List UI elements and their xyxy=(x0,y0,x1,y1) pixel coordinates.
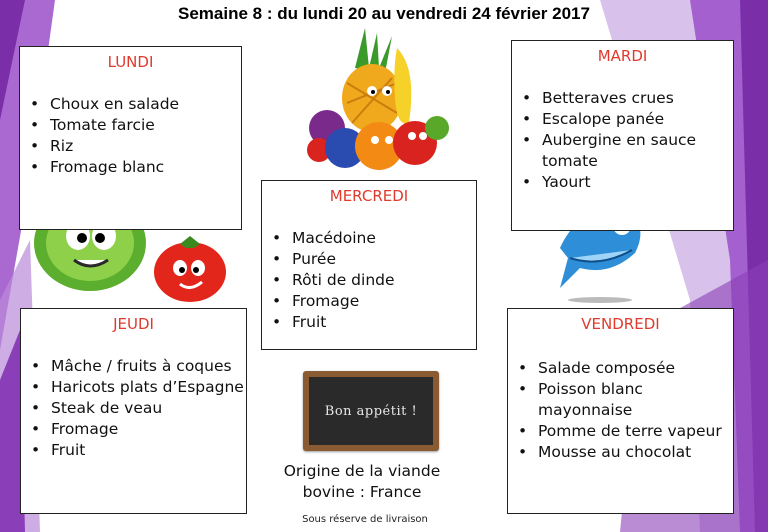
fruits-basket-icon xyxy=(297,28,457,178)
page-title: Semaine 8 : du lundi 20 au vendredi 24 février 2017 xyxy=(178,4,590,23)
list-item: • Mâche / fruits à coques xyxy=(21,356,246,377)
tomato-icon xyxy=(150,232,230,304)
list-item: • Steak de veau xyxy=(21,398,246,419)
list-item: • Yaourt xyxy=(512,172,733,193)
list-item: • Haricots plats d’Espagne xyxy=(21,377,246,398)
list-item: • Fromage xyxy=(262,291,476,312)
list-item: • Purée xyxy=(262,249,476,270)
list-item: • Rôti de dinde xyxy=(262,270,476,291)
day-card-mercredi xyxy=(261,180,477,350)
list-item: • Pomme de terre vapeur xyxy=(508,421,733,442)
day-label: VENDREDI xyxy=(581,315,660,333)
list-item: • Escalope panée xyxy=(512,109,733,130)
list-item: • Fruit xyxy=(21,440,246,461)
list-item: • Aubergine en sauce tomate xyxy=(512,130,733,172)
day-label: MERCREDI xyxy=(329,187,409,205)
chalkboard-text: Bon appétit ! xyxy=(324,403,418,419)
day-card-mardi xyxy=(511,40,734,231)
list-item: • Macédoine xyxy=(262,228,476,249)
menu-list xyxy=(262,228,476,333)
menu-list xyxy=(508,358,733,463)
list-item: • Fromage blanc xyxy=(20,157,241,178)
chalkboard xyxy=(303,371,439,451)
list-item: • Mousse au chocolat xyxy=(508,442,733,463)
menu-list xyxy=(512,88,733,193)
list-item: • Salade composée xyxy=(508,358,733,379)
menu-list xyxy=(21,356,246,461)
list-item: • Poisson blanc mayonnaise xyxy=(508,379,733,421)
day-card-lundi xyxy=(19,46,242,230)
list-item: • Fromage xyxy=(21,419,246,440)
list-item: • Betteraves crues xyxy=(512,88,733,109)
list-item: • Riz xyxy=(20,136,241,157)
list-item: • Tomate farcie xyxy=(20,115,241,136)
list-item: • Choux en salade xyxy=(20,94,241,115)
menu-list xyxy=(20,94,241,178)
day-card-jeudi xyxy=(20,308,247,514)
meat-origin-note: Origine de la viande bovine : France xyxy=(283,462,441,501)
day-label: JEUDI xyxy=(113,315,154,333)
day-label: LUNDI xyxy=(107,53,154,71)
day-card-vendredi xyxy=(507,308,734,514)
delivery-disclaimer: Sous réserve de livraison xyxy=(302,514,428,525)
list-item: • Fruit xyxy=(262,312,476,333)
day-label: MARDI xyxy=(597,47,648,65)
